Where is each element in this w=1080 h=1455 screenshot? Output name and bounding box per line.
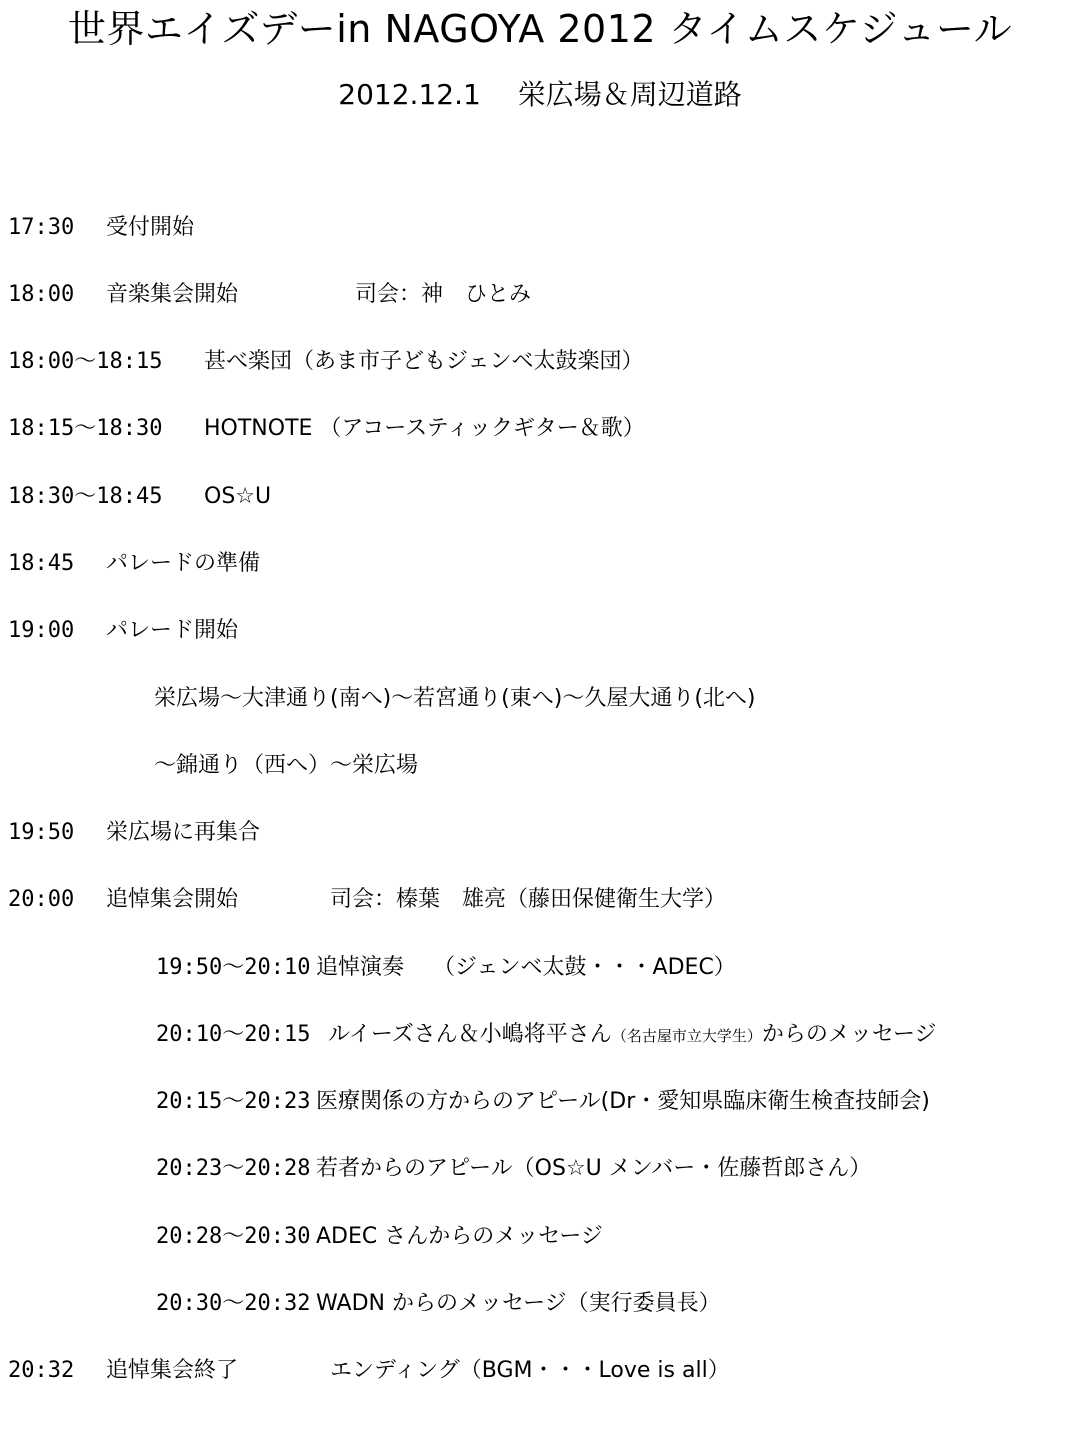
program-text: WADN からのメッセージ（実行委員長） [316, 1291, 721, 1316]
program-text [328, 1018, 937, 1053]
schedule-time: 20:32 [8, 1358, 75, 1383]
schedule-host: 司会：榛葉 雄亮（藤田保健衛生大学） [330, 887, 727, 912]
program-text: 医療関係の方からのアピール(Dr・愛知県臨床衛生検査技師会) [316, 1089, 930, 1114]
program-time: 20:28～20:30 [156, 1224, 311, 1249]
schedule-time: 17:30 [8, 215, 75, 240]
schedule-event: HOTNOTE （アコースティックギター＆歌） [204, 416, 645, 441]
schedule-event: 栄広場に再集合 [106, 820, 261, 845]
schedule-event: 音楽集会開始 [106, 282, 239, 307]
program-note: （名古屋市立大学生） [611, 1027, 762, 1045]
schedule-event: OS☆U [204, 484, 272, 509]
program-time: 20:30～20:32 [156, 1291, 311, 1316]
schedule-event: 追悼集会終了 [106, 1358, 239, 1383]
program-text-tail: からのメッセージ [761, 1022, 937, 1047]
parade-route-text: 栄広場～大津通り(南へ)～若宮通り(東へ)～久屋大通り(北へ) [154, 686, 756, 711]
schedule-time: 18:15～18:30 [8, 416, 163, 441]
schedule-event: パレードの準備 [106, 551, 261, 576]
program-text: ADEC さんからのメッセージ [316, 1224, 603, 1249]
schedule-event: 甚べ楽団（あま市子どもジェンベ太鼓楽団） [204, 349, 644, 374]
schedule-time: 18:00 [8, 282, 75, 307]
schedule-time: 18:00～18:15 [8, 349, 163, 374]
schedule-event: 追悼集会開始 [106, 887, 239, 912]
schedule-time: 18:45 [8, 551, 75, 576]
schedule-time: 20:00 [8, 887, 75, 912]
page-title: 世界エイズデーin NAGOYA 2012 タイムスケジュール [67, 7, 1013, 51]
schedule-event: 受付開始 [106, 215, 195, 240]
parade-route-text: ～錦通り（西へ）～栄広場 [154, 753, 419, 778]
page-subtitle: 2012.12.1 栄広場＆周辺道路 [338, 78, 742, 111]
program-text-main: ルイーズさん＆小嶋将平さん [328, 1022, 612, 1047]
schedule-host: エンディング（BGM・・・Love is all） [330, 1358, 730, 1383]
schedule-host: 司会：神 ひとみ [355, 282, 532, 307]
schedule-time: 19:00 [8, 618, 75, 643]
schedule-event: パレード開始 [106, 618, 239, 643]
program-time: 19:50～20:10 [156, 955, 311, 980]
program-text: 追悼演奏 （ジェンベ太鼓・・・ADEC） [316, 955, 736, 980]
schedule-time: 18:30～18:45 [8, 484, 163, 509]
program-time: 20:10～20:15 [156, 1022, 311, 1047]
program-time: 20:15～20:23 [156, 1089, 311, 1114]
program-text: 若者からのアピール（OS☆U メンバー・佐藤哲郎さん） [316, 1156, 872, 1181]
schedule-time: 19:50 [8, 820, 75, 845]
program-time: 20:23～20:28 [156, 1156, 311, 1181]
